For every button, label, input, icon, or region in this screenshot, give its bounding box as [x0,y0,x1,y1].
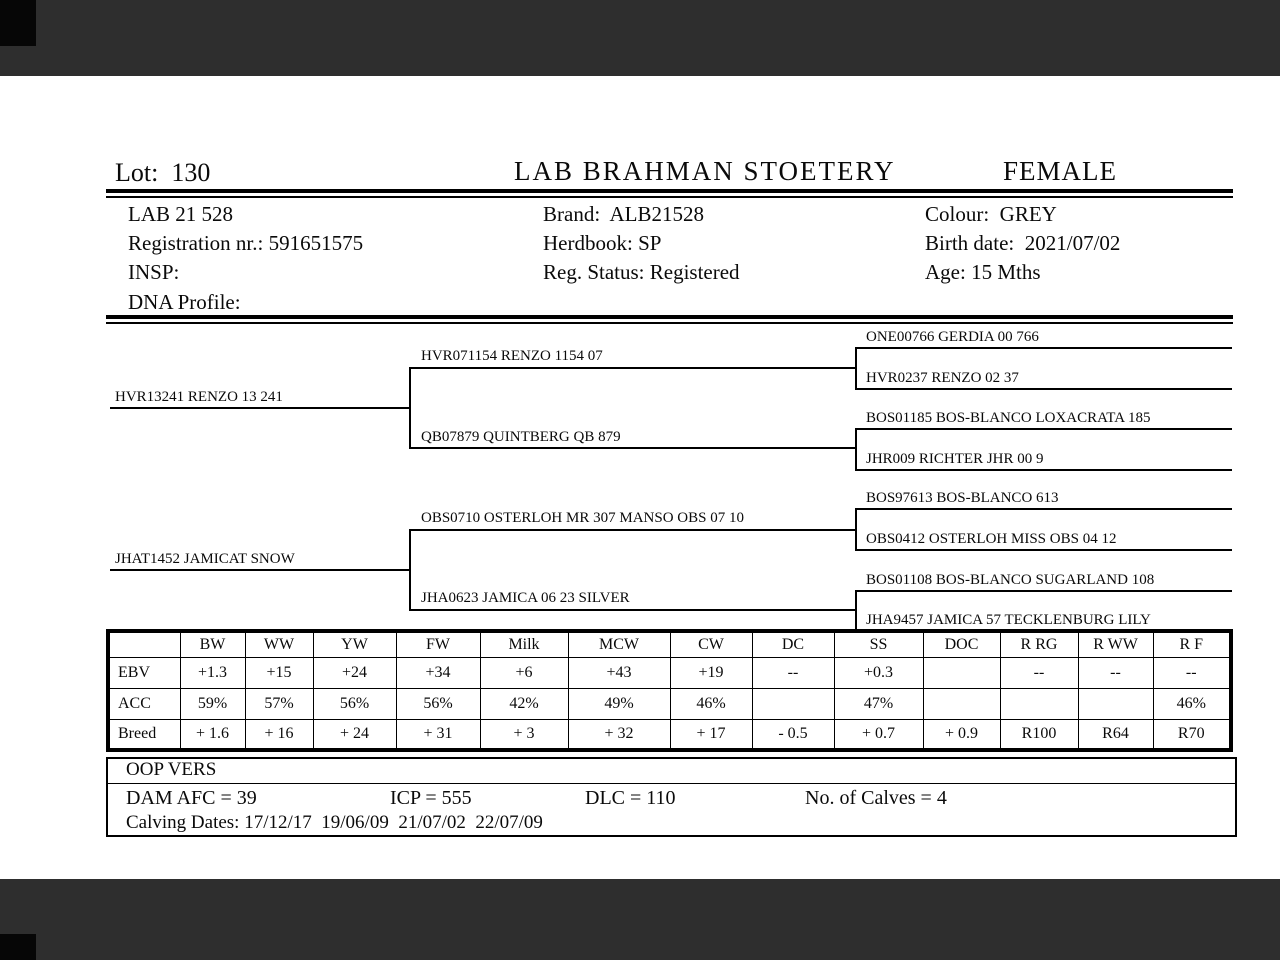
pedigree-great-grandparent: ONE00766 GERDIA 00 766 [866,329,1039,345]
pedigree-bracket [409,367,411,449]
ebv-cell: 56% [396,688,480,719]
pedigree-granddam-paternal: QB07879 QUINTBERG QB 879 [421,429,621,445]
icp-value: ICP = 555 [390,787,472,809]
ebv-cell [752,688,834,719]
ebv-column-header: DC [752,631,834,657]
pedigree-underline [409,447,856,449]
ebv-cell: 46% [670,688,752,719]
pedigree-sire: HVR13241 RENZO 13 241 [115,389,283,405]
pedigree-bracket [855,347,857,390]
pedigree-underline [855,469,1232,471]
pedigree-underline [409,529,856,531]
colour-value: Colour: GREY [925,202,1057,226]
ebv-cell: +1.3 [180,657,245,688]
ebv-cell: +15 [245,657,313,688]
ebv-row-label: ACC [108,688,180,719]
footer-divider [107,783,1236,784]
ebv-cell: +24 [313,657,396,688]
ebv-cell: +0.3 [834,657,923,688]
ebv-cell: -- [1000,657,1078,688]
ebv-cell: R64 [1078,719,1153,750]
dlc-value: DLC = 110 [585,787,676,809]
dam-afc-value: DAM AFC = 39 [126,787,257,809]
ebv-cell: 49% [568,688,670,719]
scan-corner-bottom-left [0,934,36,960]
ebv-cell: - 0.5 [752,719,834,750]
ebv-column-header: MCW [568,631,670,657]
animal-id: LAB 21 528 [128,202,233,226]
ebv-column-header [108,631,180,657]
pedigree-underline [110,407,409,409]
pedigree-great-grandparent: JHA9457 JAMICA 57 TECKLENBURG LILY [866,612,1151,628]
ebv-cell: -- [1153,657,1231,688]
sex-label: FEMALE [1003,156,1117,186]
ebv-row [108,688,1231,719]
pedigree-underline [409,367,856,369]
ebv-cell: + 32 [568,719,670,750]
ebv-column-header: R WW [1078,631,1153,657]
ebv-cell [1078,688,1153,719]
ebv-row-label: Breed [108,719,180,750]
insp-label: INSP: [128,260,180,284]
ebv-cell: + 0.9 [923,719,1000,750]
pedigree-granddam-maternal: JHA0623 JAMICA 06 23 SILVER [421,590,630,606]
ebv-cell: 42% [480,688,568,719]
age-value: Age: 15 Mths [925,260,1041,284]
ebv-column-header: R RG [1000,631,1078,657]
top-scan-bar [0,0,1280,76]
ebv-cell [1000,688,1078,719]
ebv-column-header: CW [670,631,752,657]
ebv-cell: -- [1078,657,1153,688]
pedigree-dam: JHAT1452 JAMICAT SNOW [115,551,295,567]
birth-date-value: Birth date: 2021/07/02 [925,231,1121,255]
pedigree-grandsire-paternal: HVR071154 RENZO 1154 07 [421,348,603,364]
ebv-column-header: FW [396,631,480,657]
oop-vers-label: OOP VERS [126,759,217,780]
ebv-column-header: DOC [923,631,1000,657]
ebv-cell: + 0.7 [834,719,923,750]
pedigree-bracket [855,508,857,551]
ebv-table [106,629,1233,752]
calves-count: No. of Calves = 4 [805,787,947,809]
ebv-column-header: R F [1153,631,1231,657]
ebv-column-header: SS [834,631,923,657]
herdbook-value: Herdbook: SP [543,231,662,255]
ebv-cell: 47% [834,688,923,719]
scan-corner-top-left [0,0,36,46]
pedigree-bracket [855,428,857,471]
ebv-cell: + 24 [313,719,396,750]
ebv-cell: +43 [568,657,670,688]
ebv-cell: +34 [396,657,480,688]
page-title: LAB BRAHMAN STOETERY [514,156,896,186]
ebv-cell: 59% [180,688,245,719]
pedigree-great-grandparent: OBS0412 OSTERLOH MISS OBS 04 12 [866,531,1117,547]
pedigree-underline [110,569,409,571]
ebv-column-header: YW [313,631,396,657]
ebv-cell: + 16 [245,719,313,750]
ebv-cell: + 17 [670,719,752,750]
pedigree-great-grandparent: BOS01185 BOS-BLANCO LOXACRATA 185 [866,410,1151,426]
ebv-header-row [108,631,1231,657]
ebv-cell [923,657,1000,688]
pedigree-underline [855,428,1232,430]
header-divider-rule [106,189,1233,198]
ebv-cell: 46% [1153,688,1231,719]
dna-profile-label: DNA Profile: [128,290,241,314]
pedigree-underline [855,388,1232,390]
ebv-row [108,657,1231,688]
pedigree-bracket [409,529,411,611]
ebv-cell: + 31 [396,719,480,750]
reg-status-value: Reg. Status: Registered [543,260,740,284]
calving-dates: Calving Dates: 17/12/17 19/06/09 21/07/02 22/07/09 [126,812,543,833]
pedigree-underline [855,508,1232,510]
ebv-row-label: EBV [108,657,180,688]
pedigree-grandsire-maternal: OBS0710 OSTERLOH MR 307 MANSO OBS 07 10 [421,510,744,526]
ebv-row [108,719,1231,750]
ebv-cell: -- [752,657,834,688]
ebv-column-header: BW [180,631,245,657]
pedigree-great-grandparent: BOS97613 BOS-BLANCO 613 [866,490,1059,506]
ebv-column-header: WW [245,631,313,657]
pedigree-great-grandparent: JHR009 RICHTER JHR 00 9 [866,451,1044,467]
ebv-cell: +19 [670,657,752,688]
lot-number: Lot: 130 [115,158,211,187]
registration-number: Registration nr.: 591651575 [128,231,364,255]
brand-value: Brand: ALB21528 [543,202,704,226]
pedigree-underline [855,549,1232,551]
ebv-column-header: Milk [480,631,568,657]
pedigree-underline [855,590,1232,592]
ebv-cell [923,688,1000,719]
ebv-cell: +6 [480,657,568,688]
ebv-cell: + 3 [480,719,568,750]
pedigree-great-grandparent: BOS01108 BOS-BLANCO SUGARLAND 108 [866,572,1155,588]
ebv-cell: R70 [1153,719,1231,750]
pedigree-bracket [855,590,857,631]
info-divider-rule [106,315,1233,324]
pedigree-great-grandparent: HVR0237 RENZO 02 37 [866,370,1019,386]
ebv-cell: 57% [245,688,313,719]
ebv-cell: + 1.6 [180,719,245,750]
ebv-cell: 56% [313,688,396,719]
ebv-cell: R100 [1000,719,1078,750]
pedigree-underline [855,347,1232,349]
bottom-scan-bar [0,879,1280,960]
pedigree-underline [409,609,856,611]
